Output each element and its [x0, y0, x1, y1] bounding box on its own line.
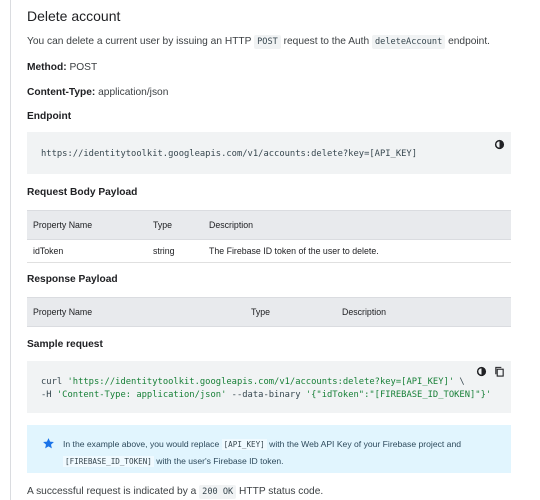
footer-text-1: A successful request is indicated by a	[27, 486, 200, 497]
column-header: Property Name	[33, 307, 93, 317]
response-payload-table	[27, 297, 511, 327]
star-icon	[41, 436, 55, 450]
property-name-cell: idToken	[33, 246, 64, 256]
code-token: curl	[41, 377, 68, 387]
intro-text-2: request to the Auth	[280, 36, 372, 47]
inline-code-deleteaccount: deleteAccount	[372, 35, 445, 49]
method-label: Method:	[27, 62, 67, 73]
note-text-1: In the example above, you would replace	[63, 439, 222, 449]
endpoint-url: https://identitytoolkit.googleapis.com/v1/accounts:delete?key=[API_KEY]	[41, 149, 418, 159]
note-text-3: with the user's Firebase ID token.	[153, 456, 284, 466]
table-header	[27, 210, 511, 240]
footer-paragraph	[27, 486, 323, 497]
inline-code-api-key: [API_KEY]	[223, 440, 265, 449]
code-token: \	[454, 377, 465, 387]
content-type-value: application/json	[98, 87, 169, 98]
note-text	[63, 436, 461, 470]
footer-text-2: HTTP status code.	[236, 486, 324, 497]
sample-code-block	[27, 361, 511, 413]
intro-text-1: You can delete a current user by issuing an HTTP	[27, 36, 255, 47]
sample-line-1	[41, 377, 465, 387]
description-cell: The Firebase ID token of the user to delete.	[209, 246, 379, 256]
doc-frame	[10, 0, 540, 500]
column-header: Type	[251, 307, 271, 317]
column-header: Description	[342, 307, 387, 317]
table-header	[27, 297, 511, 327]
column-header: Type	[153, 220, 173, 230]
endpoint-heading: Endpoint	[27, 111, 72, 122]
intro-paragraph	[27, 36, 490, 47]
column-header: Description	[209, 220, 254, 230]
request-body-table	[27, 210, 511, 263]
content-type-line	[27, 87, 168, 98]
sample-line-2	[41, 390, 491, 400]
inline-code-firebase-id-token: [FIREBASE_ID_TOKEN]	[65, 457, 152, 466]
response-payload-heading: Response Payload	[27, 274, 118, 285]
dark-mode-icon[interactable]	[475, 365, 487, 377]
method-line	[27, 62, 97, 73]
method-value: POST	[69, 62, 98, 73]
code-token: --data-binary	[226, 390, 306, 400]
code-token: -H	[41, 390, 57, 400]
code-string: 'https://identitytoolkit.googleapis.com/v1/accounts:delete?key=[API_KEY]'	[67, 377, 455, 387]
info-note	[27, 425, 511, 473]
copy-icon[interactable]	[493, 365, 505, 377]
code-string: 'Content-Type: application/json'	[56, 390, 227, 400]
inline-code-200-ok: 200 OK	[199, 485, 236, 499]
column-header: Property Name	[33, 220, 93, 230]
inline-code-post: POST	[254, 35, 281, 49]
code-string: '{"idToken":"[FIREBASE_ID_TOKEN]"}'	[305, 390, 492, 400]
content-type-label: Content-Type:	[27, 87, 96, 98]
intro-text-3: endpoint.	[445, 36, 490, 47]
type-cell: string	[153, 246, 175, 256]
page-title: Delete account	[27, 8, 121, 24]
sample-request-heading: Sample request	[27, 339, 103, 350]
endpoint-code-block	[27, 132, 511, 174]
table-row	[27, 240, 511, 263]
dark-mode-icon[interactable]	[493, 138, 505, 150]
note-text-2: with the Web API Key of your Firebase project and	[266, 439, 462, 449]
request-body-heading: Request Body Payload	[27, 187, 138, 198]
